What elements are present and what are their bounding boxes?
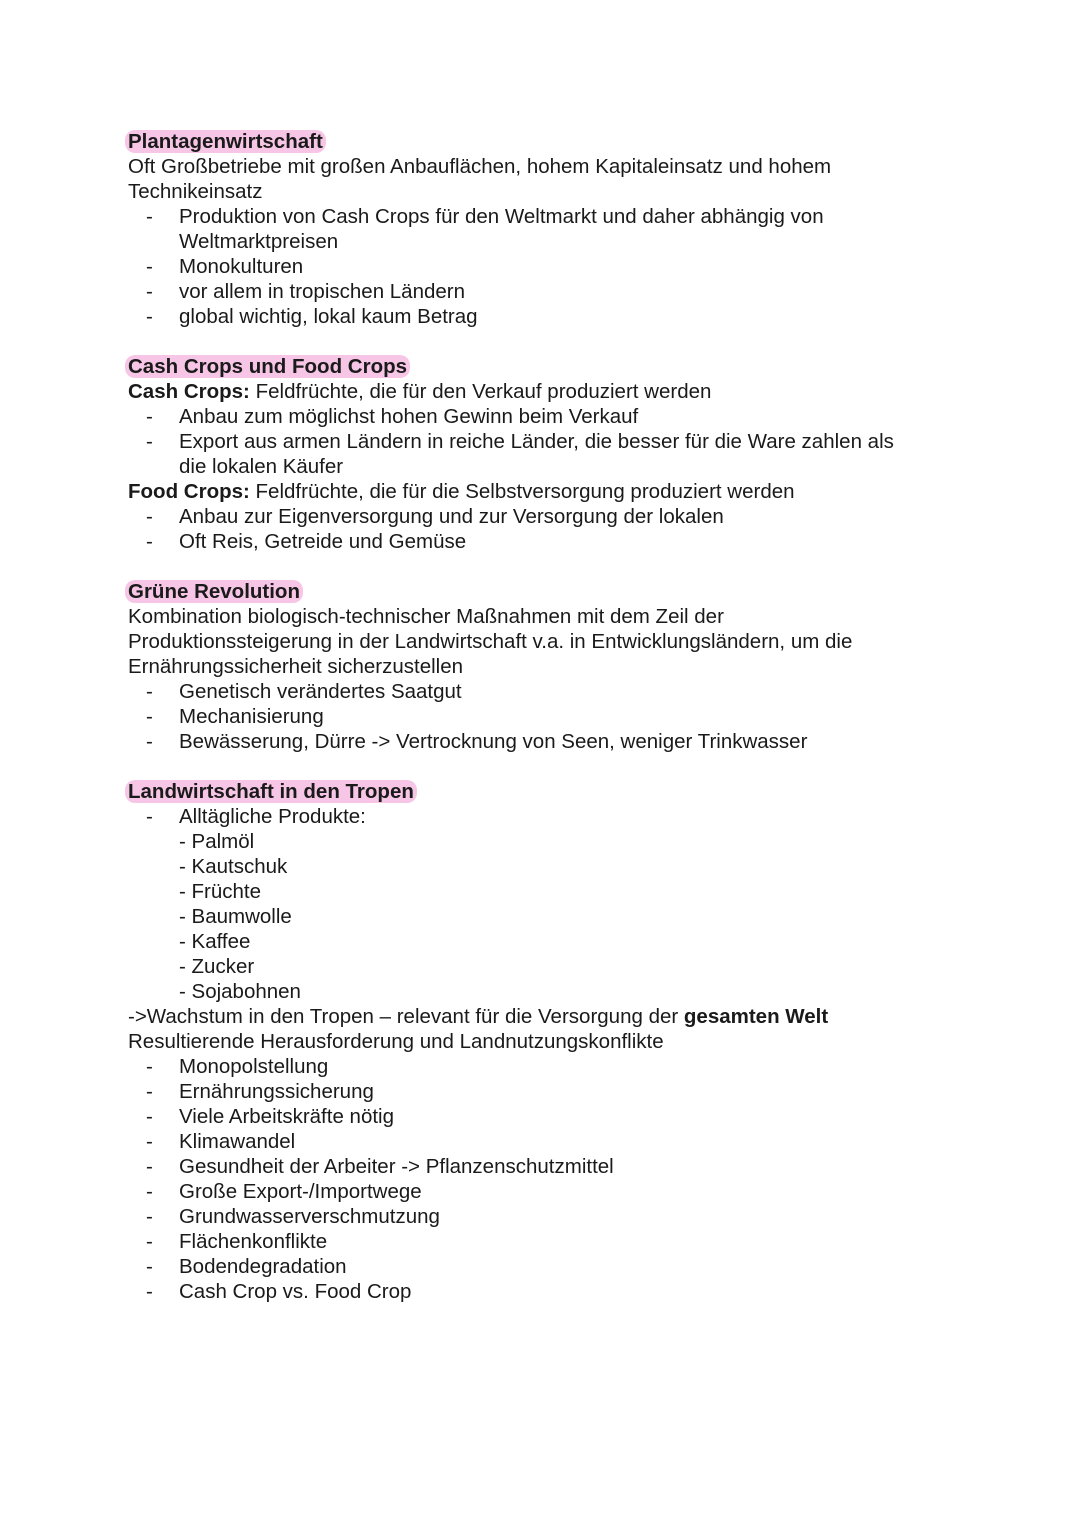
heading-highlight: Cash Crops und Food Crops	[125, 355, 410, 378]
blank-line	[128, 554, 988, 579]
bullet-item	[128, 729, 988, 754]
bullet-dash-icon: -	[146, 305, 153, 328]
bullet-continuation	[128, 929, 988, 954]
bullet-dash-icon: -	[146, 1180, 153, 1203]
text-segment: Resultierende Herausforderung und Landnutzungskonflikte	[128, 1030, 664, 1053]
bullet-dash-icon: -	[146, 705, 153, 728]
bullet-dash-icon: -	[146, 505, 153, 528]
section-2	[128, 579, 988, 754]
bullet-item	[128, 704, 988, 729]
paragraph-line	[128, 629, 988, 654]
text-segment: Export aus armen Ländern in reiche Länder, die besser für die Ware zahlen als	[179, 430, 894, 453]
bullet-item	[128, 1229, 988, 1254]
bullet-dash-icon: -	[146, 405, 153, 428]
bullet-continuation	[128, 454, 988, 479]
text-segment: Große Export-/Importwege	[179, 1180, 422, 1203]
text-segment: - Kautschuk	[179, 855, 288, 878]
text-segment: Technikeinsatz	[128, 180, 263, 203]
text-segment: Mechanisierung	[179, 705, 324, 728]
paragraph-line	[128, 1004, 988, 1029]
text-segment: - Sojabohnen	[179, 980, 301, 1003]
bold-text: Food Crops:	[128, 480, 250, 503]
bullet-item	[128, 1054, 988, 1079]
section-heading	[128, 354, 988, 379]
text-segment: Flächenkonflikte	[179, 1230, 328, 1253]
heading-highlight: Plantagenwirtschaft	[125, 130, 326, 153]
bullet-dash-icon: -	[146, 1080, 153, 1103]
bullet-continuation	[128, 229, 988, 254]
text-segment: - Früchte	[179, 880, 262, 903]
text-segment: Gesundheit der Arbeiter -> Pflanzenschutzmittel	[179, 1155, 614, 1178]
document-body	[128, 129, 988, 1304]
paragraph-line	[128, 179, 988, 204]
text-segment: Produktionssteigerung in der Landwirtschaft v.a. in Entwicklungsländern, um die	[128, 630, 853, 653]
text-segment: Kombination biologisch-technischer Maßnahmen mit dem Zeil der	[128, 605, 724, 628]
paragraph-line	[128, 479, 988, 504]
bullet-item	[128, 1079, 988, 1104]
blank-line	[128, 329, 988, 354]
text-segment: Alltägliche Produkte:	[179, 805, 366, 828]
text-segment: die lokalen Käufer	[179, 455, 344, 478]
bullet-dash-icon: -	[146, 530, 153, 553]
bullet-dash-icon: -	[146, 1230, 153, 1253]
bullet-item	[128, 1129, 988, 1154]
text-segment: Oft Großbetriebe mit großen Anbauflächen, hohem Kapitaleinsatz und hohem	[128, 155, 832, 178]
section-3	[128, 779, 988, 1304]
text-segment: Cash Crop vs. Food Crop	[179, 1280, 412, 1303]
text-segment: Anbau zur Eigenversorgung und zur Versorgung der lokalen	[179, 505, 724, 528]
bold-text: Cash Crops:	[128, 380, 250, 403]
bullet-item	[128, 1154, 988, 1179]
text-segment: Monopolstellung	[179, 1055, 329, 1078]
bullet-continuation	[128, 854, 988, 879]
bullet-item	[128, 679, 988, 704]
bullet-dash-icon: -	[146, 255, 153, 278]
bullet-item	[128, 254, 988, 279]
blank-line	[128, 754, 988, 779]
bullet-item	[128, 1179, 988, 1204]
text-segment: Viele Arbeitskräfte nötig	[179, 1105, 394, 1128]
section-1	[128, 354, 988, 554]
bullet-dash-icon: -	[146, 730, 153, 753]
paragraph-line	[128, 1029, 988, 1054]
bullet-item	[128, 429, 988, 454]
heading-highlight: Landwirtschaft in den Tropen	[125, 780, 417, 803]
paragraph-line	[128, 379, 988, 404]
text-segment: ->Wachstum in den Tropen – relevant für die Versorgung der	[128, 1005, 684, 1028]
bullet-item	[128, 1254, 988, 1279]
bullet-item	[128, 304, 988, 329]
bullet-item	[128, 1204, 988, 1229]
text-segment: Klimawandel	[179, 1130, 296, 1153]
bullet-dash-icon: -	[146, 1205, 153, 1228]
bullet-continuation	[128, 879, 988, 904]
bullet-continuation	[128, 979, 988, 1004]
text-segment: vor allem in tropischen Ländern	[179, 280, 466, 303]
bullet-dash-icon: -	[146, 1055, 153, 1078]
paragraph-line	[128, 604, 988, 629]
bullet-continuation	[128, 954, 988, 979]
text-segment: - Zucker	[179, 955, 255, 978]
text-segment: Bodendegradation	[179, 1255, 347, 1278]
section-0	[128, 129, 988, 329]
bullet-dash-icon: -	[146, 1105, 153, 1128]
text-segment: Grundwasserverschmutzung	[179, 1205, 440, 1228]
text-segment: Ernährungssicherheit sicherzustellen	[128, 655, 464, 678]
text-segment: - Baumwolle	[179, 905, 292, 928]
text-segment: Bewässerung, Dürre -> Vertrocknung von Seen, weniger Trinkwasser	[179, 730, 808, 753]
bullet-continuation	[128, 904, 988, 929]
heading-highlight: Grüne Revolution	[125, 580, 303, 603]
text-segment: Weltmarktpreisen	[179, 230, 339, 253]
bullet-dash-icon: -	[146, 805, 153, 828]
bullet-item	[128, 404, 988, 429]
text-segment: Feldfrüchte, die für den Verkauf produziert werden	[249, 380, 712, 403]
bullet-item	[128, 204, 988, 229]
bullet-continuation	[128, 829, 988, 854]
bullet-item	[128, 1279, 988, 1304]
text-segment: global wichtig, lokal kaum Betrag	[179, 305, 478, 328]
text-segment: Produktion von Cash Crops für den Weltmarkt und daher abhängig von	[179, 205, 824, 228]
section-heading	[128, 129, 988, 154]
bullet-dash-icon: -	[146, 1280, 153, 1303]
bullet-dash-icon: -	[146, 280, 153, 303]
text-segment: Genetisch verändertes Saatgut	[179, 680, 462, 703]
bullet-dash-icon: -	[146, 1130, 153, 1153]
bullet-dash-icon: -	[146, 680, 153, 703]
text-segment: Oft Reis, Getreide und Gemüse	[179, 530, 467, 553]
bullet-item	[128, 529, 988, 554]
bullet-item	[128, 804, 988, 829]
text-segment: Ernährungssicherung	[179, 1080, 374, 1103]
bullet-dash-icon: -	[146, 205, 153, 228]
bold-text: gesamten Welt	[683, 1005, 829, 1028]
text-segment: Monokulturen	[179, 255, 304, 278]
paragraph-line	[128, 654, 988, 679]
bullet-dash-icon: -	[146, 1155, 153, 1178]
text-segment: - Palmöl	[179, 830, 255, 853]
text-segment: - Kaffee	[179, 930, 251, 953]
bullet-item	[128, 1104, 988, 1129]
bullet-item	[128, 279, 988, 304]
paragraph-line	[128, 154, 988, 179]
section-heading	[128, 579, 988, 604]
section-heading	[128, 779, 988, 804]
text-segment: Anbau zum möglichst hohen Gewinn beim Verkauf	[179, 405, 639, 428]
bullet-dash-icon: -	[146, 1255, 153, 1278]
text-segment: Feldfrüchte, die für die Selbstversorgung produziert werden	[249, 480, 795, 503]
bullet-dash-icon: -	[146, 430, 153, 453]
bullet-item	[128, 504, 988, 529]
